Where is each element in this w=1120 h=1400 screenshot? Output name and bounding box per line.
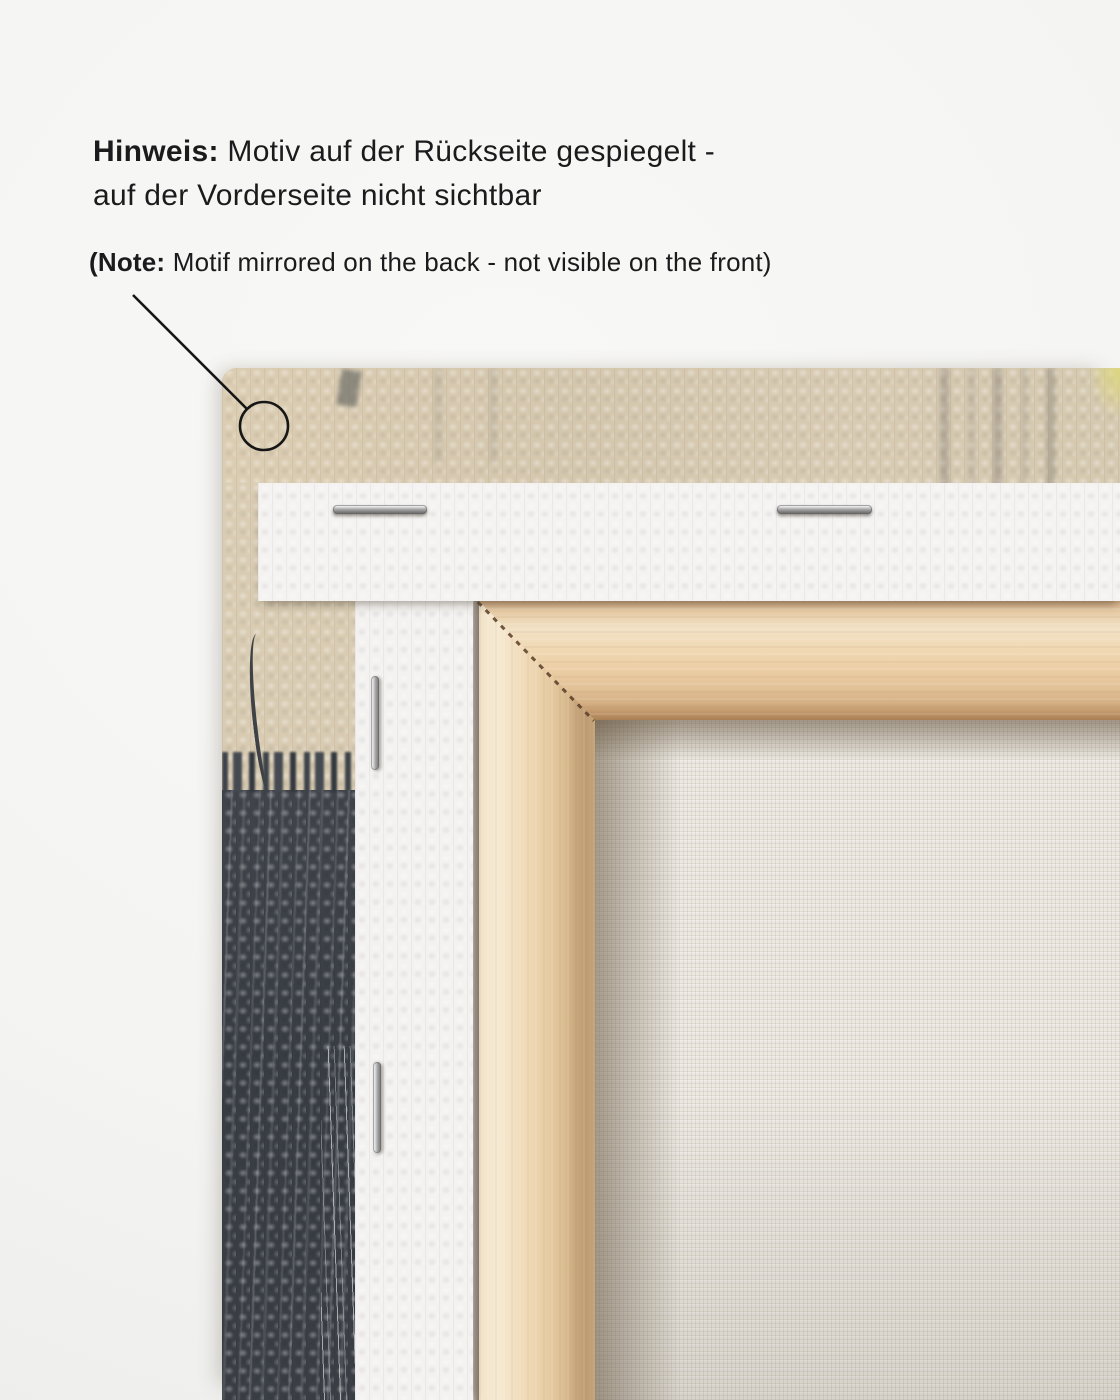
notice-label-en: (Note: [89,247,166,277]
notice-text-de [93,130,715,218]
canvas-strip-vertical [355,601,473,1400]
notice-label-de: Hinweis: [93,135,219,168]
staple [373,1062,381,1153]
paint-drips [412,368,542,463]
motif-band-top [222,368,1120,483]
canvas-texture [258,483,1120,601]
notice-line-1 [93,130,715,174]
staple [333,505,427,514]
canvas-strip-horizontal [258,483,1120,601]
paint-patch-yellow [1072,368,1120,443]
paint-smudge-dark [336,369,361,408]
product-photo-canvas-back [222,368,1120,1400]
notice-line2-text: auf der Vorderseite nicht sichtbar [93,179,542,212]
paint-area-black [222,790,355,1400]
notice-en-text: Motif mirrored on the back - not visible on the front) [165,247,772,277]
staple [371,676,379,770]
back-canvas [595,720,1120,1400]
notice-line1-text: Motiv auf der Rückseite gespiegelt - [218,135,716,168]
paint-scratches [321,1046,357,1400]
notice-text-en [89,246,772,278]
motif-edge-left [222,483,355,1400]
notice-line-2 [93,174,715,218]
stretcher-bar-vertical [479,601,595,1400]
staple [777,505,872,514]
brush-fringe [222,752,355,792]
shadow-vignette [595,720,1120,1400]
paint-drips [922,368,1062,498]
wood-grain [479,601,595,1400]
